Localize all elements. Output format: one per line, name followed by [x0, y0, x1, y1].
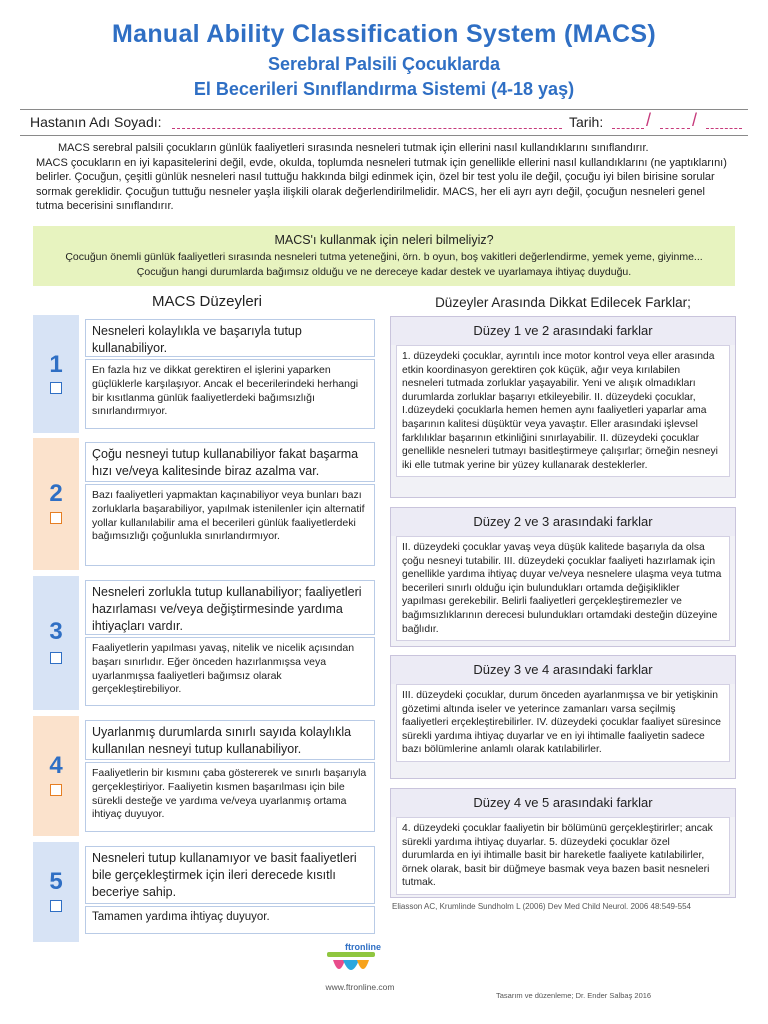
date-day-field[interactable] — [612, 128, 644, 129]
difference-card-3-4 — [390, 655, 736, 779]
level-detail: Bazı faaliyetleri yapmaktan kaçınabiliyor veya bunları bazı zorluklarla başarabiliyor, yapılmak istenilenler için alternatif yollar kullanılabilir ama el becerileri günlük faaliyetlerdeki bağımsızlığı çoğunlukla sınırlandırmıyor. — [85, 484, 375, 566]
difference-card-1-2 — [390, 316, 736, 498]
level-number: 4 — [49, 752, 63, 779]
difference-body: II. düzeydeki çocuklar yavaş veya düşük kalitede başarıyla da olsa çoğu nesneyi tutabilir. III. düzeydeki çocuklar faaliyeti hazırlamak için genellikle yardıma ihtiyaç duyar ve/veya nesnelere ulaşma veya tutma becerileri sınırlı olduğu için bulundukları ortamda değişiklikler yapılması gerekebilir. Belirli faaliyetleri gerçekleştiremezler ve bağımsızlıklarının derecesi bulundukları ortamdaki desteğin düzeyine bağlıdır. — [396, 536, 730, 641]
level-5-checkbox[interactable] — [50, 900, 62, 912]
level-3-checkbox[interactable] — [50, 652, 62, 664]
date-year-field[interactable] — [706, 128, 742, 129]
intro-text — [36, 141, 732, 214]
intro-paragraph: MACS serebral palsili çocukların günlük faaliyetleri sırasında nesneleri tutmak için ellerini nasıl kullandıklarını sınıflandırır. — [58, 142, 649, 154]
level-card-3 — [33, 576, 381, 710]
date-separator: / — [692, 110, 698, 130]
level-detail: Faaliyetlerin bir kısmını çaba göstererek ve sınırlı başarıyla gerçekleştiriyor. Faaliyetin kısmen başarılması için bile sürekli desteğe ve yardıma ve/veya uyarlanmış ortama ihtiyaç duyuyor. — [85, 762, 375, 832]
page-subtitle-2: El Becerileri Sınıflandırma Sistemi (4-18 yaş) — [193, 79, 575, 99]
level-number: 2 — [49, 480, 63, 507]
date-separator: / — [646, 110, 652, 130]
level-detail: Tamamen yardıma ihtiyaç duyuyor. — [85, 906, 375, 934]
difference-heading: Düzey 4 ve 5 arasındaki farklar — [391, 789, 735, 817]
citation: Eliasson AC, Krumlinde Sundholm L (2006) Dev Med Child Neurol. 2006 48:549-554 — [392, 902, 691, 911]
logo-wordmark: ftronline — [345, 942, 381, 952]
info-box-line: Çocuğun önemli günlük faaliyetleri sırasında nesneleri tutma yeteneğini, örn. b oyun, boş vakitleri değerlendirme, yemek yeme, giyinme... — [65, 251, 703, 263]
level-detail: En fazla hız ve dikkat gerektiren el işlerini yaparken güçlüklerle karşılaşıyor. Ancak el becerilerindeki herhangi bir kısıtlanma günlük faaliyetlerdeki bağımsızlığı sınırlandırmıyor. — [85, 359, 375, 429]
difference-card-2-3 — [390, 507, 736, 647]
level-card-2 — [33, 438, 381, 570]
level-summary: Çoğu nesneyi tutup kullanabiliyor fakat başarma hızı ve/veya kalitesinde biraz azalma var. — [85, 442, 375, 482]
difference-heading: Düzey 2 ve 3 arasındaki farklar — [391, 508, 735, 536]
date-label: Tarih: — [569, 114, 604, 130]
level-number: 1 — [49, 351, 63, 378]
intro-paragraph: MACS çocukların en iyi kapasitelerini değil, evde, okulda, toplumda nesneleri tutmak için genellikle ellerini nasıl kullandıklarını (ne yaptıklarını) belirler. Çocuğun, çeşitli günlük nesneleri nasıl tuttuğu hakkında bilgi edinmek için, özel bir test yolu ile değil, çocuğu iyi bilen birisine sorular sormak gereklidir. Çocuğun tuttuğu nesneler yaşla ilişkili olarak değerlendirilmelidir. MACS, her eli ayrı ayrı değil, çocuğun nesneleri genel tutma becerisini sınıflandırır. — [36, 156, 727, 212]
level-card-5 — [33, 842, 381, 942]
level-card-4 — [33, 716, 381, 836]
level-number: 3 — [49, 618, 63, 645]
level-summary: Nesneleri tutup kullanamıyor ve basit faaliyetleri bile gerçekleştirmek için ileri derecede kısıtlı beceriye sahip. — [85, 846, 375, 904]
patient-name-field[interactable] — [172, 128, 562, 129]
patient-name-label: Hastanın Adı Soyadı: — [30, 114, 162, 130]
logo-url[interactable]: www.ftronline.com — [325, 982, 395, 992]
difference-heading: Düzey 3 ve 4 arasındaki farklar — [391, 656, 735, 684]
difference-heading: Düzey 1 ve 2 arasındaki farklar — [391, 317, 735, 345]
level-summary: Nesneleri kolaylıkla ve başarıyla tutup kullanabiliyor. — [85, 319, 375, 357]
level-1-checkbox[interactable] — [50, 382, 62, 394]
design-credit: Tasarım ve düzenleme; Dr. Ender Salbaş 2016 — [496, 991, 652, 1000]
level-2-checkbox[interactable] — [50, 512, 62, 524]
page-title: Manual Ability Classification System (MACS) — [111, 20, 656, 48]
level-summary: Nesneleri zorlukla tutup kullanabiliyor; faaliyetleri hazırlaması ve/veya değiştirmesinde yardıma ihtiyaçları vardır. — [85, 580, 375, 635]
difference-body: 4. düzeydeki çocuklar faaliyetin bir bölümünü gerçekleştirirler; ancak sürekli yardıma ihtiyaç duyarlar. 5. düzeydeki çocuklar özel durumlarda en iyi ihtimalle basit bir hareketle faaliyete katılabilirler, örnek olarak, basit bir düğmeye basmak veya bazen basit nesneleri tutmak. — [396, 817, 730, 895]
date-month-field[interactable] — [660, 128, 690, 129]
page-subtitle-1: Serebral Palsili Çocuklarda — [267, 54, 501, 74]
difference-card-4-5 — [390, 788, 736, 898]
level-4-checkbox[interactable] — [50, 784, 62, 796]
level-card-1 — [33, 315, 381, 433]
info-box-heading: MACS'ı kullanmak için neleri bilmeliyiz? — [274, 233, 494, 247]
top-divider — [20, 109, 748, 110]
difference-body: III. düzeydeki çocuklar, durum önceden ayarlanmışsa ve bir yetişkinin gözetimi altında iseler ve yeterince zamanları varsa seçilmiş faaliyetleri erçekleştirebilirler. IV. düzeydeki çocuklar faaliyet süresince sürekli yardıma ihtiyaç duyarlar ve en iyi ihtimalle faaliyetin sadece bazı bölümlerine anlamlı olarak katılabilirler. — [396, 684, 730, 762]
difference-body: 1. düzeydeki çocuklar, ayrıntılı ince motor kontrol veya eller arasında etkin koordinasyon gerektiren çok küçük, ağır veya kırılabilen nesneleri tutmada zorluklar yaşayabilir. Yeni ve alışık olmadıkları durumlarda zorluklar başarıyı etkileyebilir. II. düzeydeki çocuklar, I.düzeydeki çocuklarla hemen hemen aynı faaliyetleri yaparlar ama başarının kalitesi düşüktür veya yavaştır. Eller arasındaki işlevsel farklılıklar başarının etkinliğini sınırlayabilir. II. düzeydeki çocuklar genellikle nesneleri tutmayı basitleştirmeye çalışırlar; örneğin nesneyi iki elle tutmak yerine bir yüzey kullanarak desteklerler. — [396, 345, 730, 477]
info-box — [33, 226, 735, 286]
logo-icon — [325, 952, 377, 980]
level-detail: Faaliyetlerin yapılması yavaş, nitelik ve nicelik açısından başarı sınırlıdır. Eğer önceden hazırlanmışsa veya uyarlanmışsa faaliyetleri bağımsız olarak gerçekleştirebiliyor. — [85, 637, 375, 706]
differences-heading: Düzeyler Arasında Dikkat Edilecek Farklar; — [435, 295, 691, 310]
form-divider — [20, 135, 748, 136]
info-box-line: Çocuğun hangi durumlarda bağımsız olduğu ve ne dereceye kadar destek ve uyarlamaya ihtiyaç duyduğu. — [136, 266, 632, 278]
level-number: 5 — [49, 868, 63, 895]
level-summary: Uyarlanmış durumlarda sınırlı sayıda kolaylıkla kullanılan nesneyi tutup kullanabiliyor. — [85, 720, 375, 760]
levels-heading: MACS Düzeyleri — [151, 293, 263, 310]
